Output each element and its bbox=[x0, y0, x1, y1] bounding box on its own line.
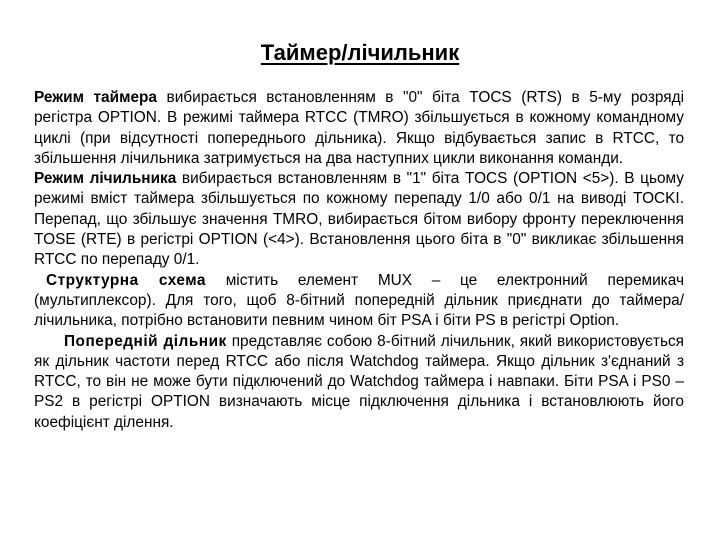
slide-title: Таймер/лічильник bbox=[260, 40, 460, 65]
paragraph-counter-mode bbox=[34, 169, 684, 270]
slide-body bbox=[34, 88, 684, 433]
paragraph-text: вибирається встановленням в "0" біта TOCS (RTS) в 5-му розряді регістра OPTION. В режимі таймера RTCC (TMRO) збільшується в кожному командному циклі (при відсутності попереднього дільника). Якщо відбувається запис в RTCC, то збільшення лічильника затримується на два наступних цикли виконання команди. bbox=[34, 89, 684, 167]
paragraph-text: вибирається встановленням в "1" біта TOCS (OPTION <5>). В цьому режимі вміст таймера збільшується по кожному перепаду 1/0 або 0/1 на виводі TOCKI. Перепад, що збільшує значення TMRO, вибирається бітом вибору фронту переключення TOSE (RTE) в регістрі OPTION (<4>). Встановлення цього біта в "0" викликає збільшення RTCC по перепаду 0/1. bbox=[34, 170, 684, 269]
paragraph-prescaler bbox=[34, 332, 684, 433]
paragraph-text: представляє собою 8-бітний лічильник, який використовується як дільник частоти перед RTCC або після Watchdog таймера. Якщо дільник з'єднаний з RTCC, то він не може бути підключений до Watchdog таймера і навпаки. Біти PSA і PS0 – PS2 в регістрі OPTION визначають місце підключення дільника і встановлюють його коефіцієнт ділення. bbox=[34, 332, 684, 431]
term-timer-mode: Режим таймера bbox=[34, 89, 157, 106]
term-counter-mode: Режим лічильника bbox=[34, 170, 177, 188]
paragraph-text: містить елемент MUX – це електронний перемикач (мультиплексор). Для того, щоб 8-бітний попередній дільник приєднати до таймера/лічильника, потрібно встановити певним чином біт PSA і біти PS в регістрі Option. bbox=[34, 271, 684, 330]
term-block-diagram: Структурна схема bbox=[46, 271, 206, 289]
paragraph-timer-mode bbox=[34, 88, 684, 169]
paragraph-block-diagram bbox=[34, 271, 684, 332]
term-prescaler: Попередній дільник bbox=[64, 332, 227, 350]
